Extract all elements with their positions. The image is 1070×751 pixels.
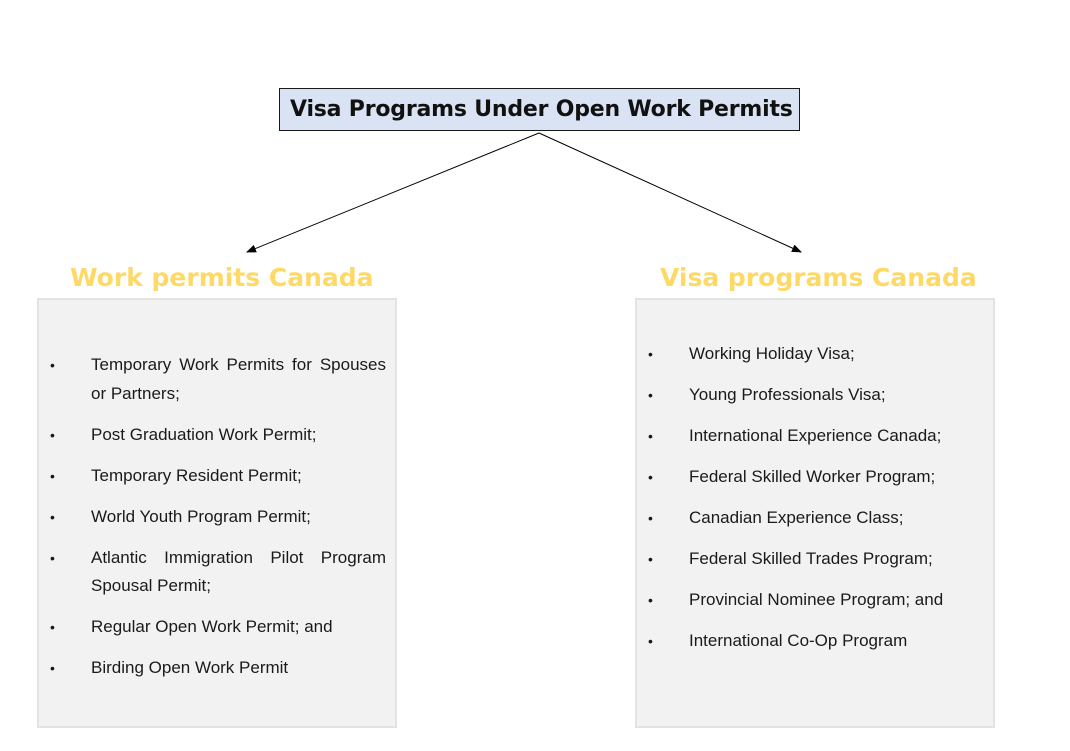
bullet-icon: • — [648, 633, 653, 649]
list-item: • Federal Skilled Worker Program; — [689, 463, 984, 492]
right-list — [648, 340, 984, 668]
left-panel — [37, 298, 397, 728]
list-item: • Temporary Resident Permit; — [91, 462, 386, 491]
list-item: • Atlantic Immigration Pilot Program Spousal Permit; — [91, 544, 386, 601]
list-item: • Young Professionals Visa; — [689, 381, 984, 410]
bullet-icon: • — [648, 387, 653, 403]
bullet-icon: • — [648, 592, 653, 608]
left-heading: Work permits Canada — [70, 263, 374, 292]
list-item: • International Experience Canada; — [689, 422, 984, 451]
bullet-icon: • — [50, 357, 55, 373]
bullet-icon: • — [648, 469, 653, 485]
bullet-icon: • — [648, 510, 653, 526]
bullet-icon: • — [50, 508, 55, 525]
bullet-icon: • — [648, 428, 653, 444]
right-heading: Visa programs Canada — [660, 263, 977, 292]
bullet-icon: • — [50, 426, 55, 443]
arrow-to-left — [247, 133, 539, 252]
list-item: • World Youth Program Permit; — [91, 503, 386, 532]
list-item: • Temporary Work Permits for Spouses or Partners; — [91, 351, 386, 408]
bullet-icon: • — [50, 549, 55, 566]
bullet-icon: • — [50, 660, 55, 676]
list-item: • Working Holiday Visa; — [689, 340, 984, 369]
left-list — [50, 351, 386, 695]
list-item: • Federal Skilled Trades Program; — [689, 545, 984, 574]
right-panel — [635, 298, 995, 728]
bullet-icon: • — [50, 467, 55, 484]
list-item: • Regular Open Work Permit; and — [91, 613, 386, 642]
list-item: • International Co-Op Program — [689, 627, 984, 656]
arrow-to-right — [539, 133, 801, 252]
bullet-icon: • — [50, 619, 55, 635]
list-item: • Provincial Nominee Program; and — [689, 586, 984, 615]
list-item: • Post Graduation Work Permit; — [91, 421, 386, 450]
list-item: • Canadian Experience Class; — [689, 504, 984, 533]
list-item: • Birding Open Work Permit — [91, 654, 386, 683]
root-title: Visa Programs Under Open Work Permits — [290, 97, 793, 122]
bullet-icon: • — [648, 551, 653, 567]
bullet-icon: • — [648, 346, 653, 362]
